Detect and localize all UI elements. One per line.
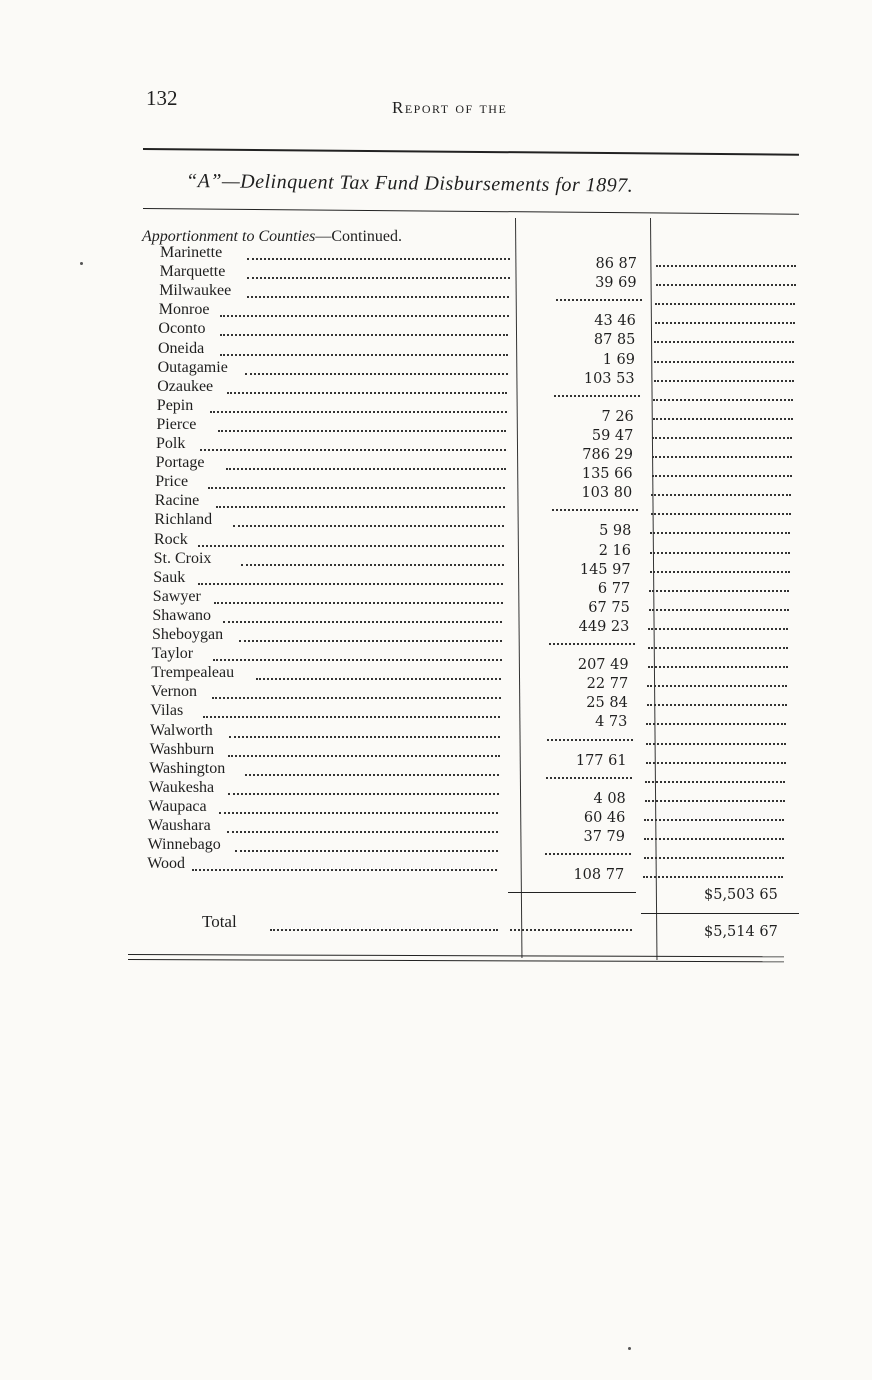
amount-cell: 108 77 [573,867,625,884]
amount-cell: 145 97 [579,561,631,578]
section-heading-roman: —Continued. [315,228,402,245]
amount-cell: 7 26 [601,408,634,425]
running-head: Report of the [392,98,508,117]
amount-cell: 786 29 [582,447,633,463]
ink-speck [80,262,83,265]
amount-cell: 25 84 [586,695,628,712]
dot-leader [198,542,504,547]
county-name: Trempealeau [151,664,235,682]
county-name: Richland [154,511,213,529]
amount-cell: 103 53 [583,370,635,387]
amount-cell: 6 77 [597,580,631,597]
dot-leader [227,389,507,394]
county-name: Winnebago [147,836,221,854]
dot-leader [256,675,501,680]
subtotal: $5,503 65 [704,887,778,903]
amount-cell: 1 69 [602,351,635,368]
column-3-dots [654,338,794,343]
amount-cell: 59 47 [591,427,634,444]
amount-cell: 86 87 [595,256,637,272]
amount-cell: 67 75 [588,599,630,616]
county-name: Sauk [153,568,186,586]
county-name: Price [155,473,189,491]
dot-leader [228,752,499,757]
total-leader [270,926,498,931]
dot-leader [247,293,510,298]
total-label: Total [202,912,237,931]
dot-leader [235,847,498,852]
amount-cell: 5 98 [599,523,632,540]
blank-amount-dots [552,506,638,511]
top-rule [143,148,799,156]
column-3-dots [645,797,785,802]
column-3-dots [647,701,787,706]
column-3-dots [651,491,791,496]
county-name: Shawano [152,606,212,624]
amount-cell: 39 69 [595,275,637,292]
county-name: Pierce [156,415,197,433]
column-3-dots [643,873,783,878]
county-name: Pepin [156,396,194,414]
column-3-dots [652,472,792,477]
county-name: Vilas [150,702,184,720]
column-divider-1 [515,218,522,958]
column-3-dots [651,510,791,515]
dot-leader [220,331,508,336]
dot-leader [245,771,499,776]
county-name: Rock [154,530,188,548]
blank-amount-dots [545,850,631,855]
amount-cell: 43 46 [594,313,636,330]
county-name: Portage [155,454,205,472]
county-name: Racine [154,492,200,510]
county-name: Marinette [160,244,223,261]
amount-cell: 87 85 [593,332,636,349]
amount-cell: 449 23 [578,618,630,635]
title-underline [143,208,799,215]
column-3-dots [655,300,795,305]
dot-leader [212,694,500,699]
county-name: Taylor [151,645,194,663]
dot-leader [213,656,501,661]
county-name: Waushara [148,817,211,834]
column-3-dots [652,434,792,439]
column-3-dots [648,663,788,668]
dot-leader [239,637,502,642]
dot-leader [200,446,506,451]
amount-cell: 177 61 [575,752,627,769]
county-name: Sheboygan [152,626,224,643]
column-3-dots [649,587,789,592]
county-name: Sawyer [152,587,201,605]
dot-leader [214,599,502,604]
bottom-double-rule-bottom [128,959,784,962]
blank-amount-dots [549,640,635,645]
amount-cell: 2 16 [598,542,631,559]
county-name: Monroe [158,301,210,319]
dot-leader [229,733,500,738]
column-3-dots [648,625,788,630]
dot-leader [241,561,504,566]
amount-cell: 37 79 [583,829,625,845]
amount-cell: 60 46 [583,809,626,826]
dot-leader [219,809,499,814]
page-number: 132 [146,86,178,110]
dot-leader [203,713,500,718]
dot-leader [198,580,504,585]
column-3-dots [652,453,792,458]
county-name: Walworth [150,721,213,739]
amount-cell: 103 80 [581,485,633,502]
county-name: Waukesha [148,778,215,796]
dot-leader [210,408,507,413]
column-3-dots [644,816,784,821]
column-3-dots [647,682,787,687]
dot-leader [216,503,504,508]
blank-amount-dots [554,392,640,397]
dot-leader [226,465,506,470]
blank-amount-dots [546,774,632,779]
amount-cell: 22 77 [586,676,629,693]
county-name: Ozaukee [157,377,214,395]
amount-cell: 4 08 [593,790,626,807]
blank-amount-dots [556,296,642,301]
total-rule-col3 [641,913,799,914]
bottom-double-rule-top [128,954,784,957]
grand-total: $5,514 67 [704,924,778,940]
dot-leader [192,866,498,871]
county-name: Vernon [150,683,198,701]
amount-cell: 4 73 [595,714,628,731]
column-3-dots [646,720,786,725]
dot-leader [245,370,508,375]
column-3-dots [649,606,789,611]
county-name: Outagamie [157,358,228,376]
dot-leader [223,618,503,623]
amount-cell: 135 66 [581,466,633,483]
county-name: Oneida [158,339,205,357]
table-title: “A”—Delinquent Tax Fund Disbursements for 1897. [185,170,634,197]
dot-leader [220,312,508,317]
dot-leader [233,522,504,527]
column-3-dots [653,415,793,420]
county-name: Polk [156,435,186,452]
column-3-dots [656,281,796,286]
column-3-dots [654,358,794,363]
column-3-dots [648,644,788,649]
dot-leader [227,828,498,833]
dot-leader [220,351,508,356]
county-name: Wood [147,855,186,873]
blank-amount-dots [547,736,633,741]
dot-leader [208,484,505,489]
county-name: St. Croix [153,549,212,567]
county-name: Marquette [159,263,226,281]
dot-leader [247,255,510,260]
county-name: Milwaukee [159,282,232,300]
county-name: Washburn [149,740,215,758]
amount-cell: 207 49 [577,657,629,674]
ink-speck [628,1347,631,1350]
column-3-dots [644,835,784,840]
subtotal-rule-col2 [508,892,636,893]
dot-leader [218,427,506,432]
column-3-dots [653,396,793,401]
dot-leader [247,274,510,279]
county-name: Waupaca [148,797,207,815]
county-name: Washington [149,759,226,777]
column-3-dots [655,319,795,324]
column-3-dots [646,740,786,745]
column-3-dots [654,377,794,382]
column-3-dots [650,568,790,573]
column-3-dots [646,759,786,764]
column-3-dots [650,529,790,534]
dot-leader [228,790,499,795]
column-3-dots [645,778,785,783]
column-3-dots [650,549,790,554]
county-name: Oconto [158,320,206,338]
section-heading-italic: Apportionment to Counties [142,228,316,245]
total-col2-dots [510,926,632,931]
column-3-dots [644,854,784,859]
column-3-dots [656,262,796,267]
